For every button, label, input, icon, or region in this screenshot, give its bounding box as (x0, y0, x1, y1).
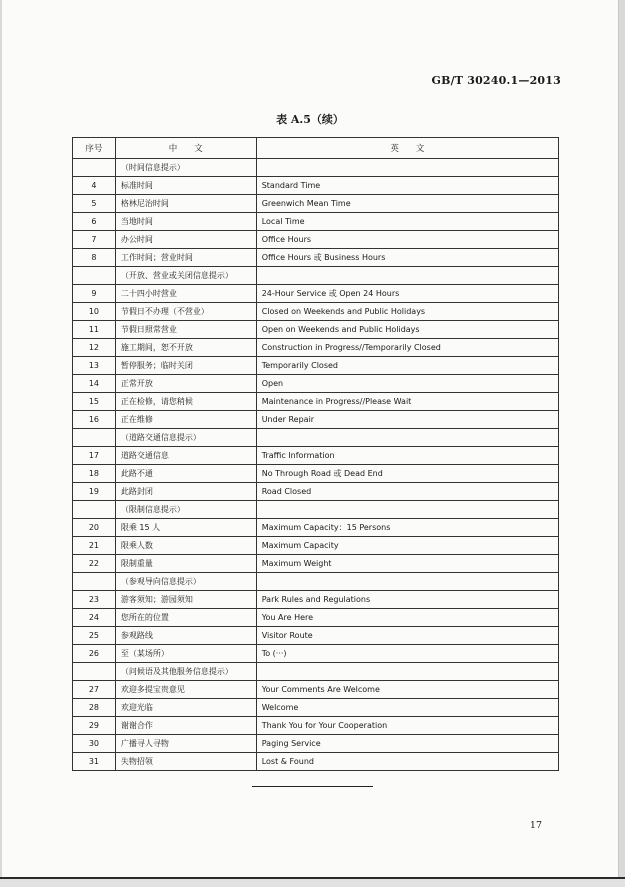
table-body (73, 159, 559, 771)
row-number: 10 (73, 303, 116, 321)
chinese-term: 您所在的位置 (115, 609, 256, 627)
english-term: Welcome (256, 699, 558, 717)
chinese-term: 失物招领 (115, 753, 256, 771)
column-header-chinese: 中 文 (115, 138, 256, 159)
table-row (73, 465, 559, 483)
table-row (73, 321, 559, 339)
category-label: （时间信息提示） (115, 159, 256, 177)
category-label: （问候语及其他服务信息提示） (115, 663, 256, 681)
category-row (73, 501, 559, 519)
english-term: Temporarily Closed (256, 357, 558, 375)
chinese-term: 正在检修，请您稍候 (115, 393, 256, 411)
chinese-term: 限乘 15 人 (115, 519, 256, 537)
english-term: To (···) (256, 645, 558, 663)
table-row (73, 357, 559, 375)
english-term: Paging Service (256, 735, 558, 753)
table-title: 表 A.5（续） (276, 113, 344, 126)
table-header-row (73, 138, 559, 159)
table-row (73, 645, 559, 663)
page-number: 17 (529, 820, 542, 831)
row-number: 30 (73, 735, 116, 753)
row-number: 6 (73, 213, 116, 231)
english-term: Open on Weekends and Public Holidays (256, 321, 558, 339)
english-cell (256, 573, 558, 591)
row-number: 29 (73, 717, 116, 735)
chinese-term: 限乘人数 (115, 537, 256, 555)
row-number-cell (73, 267, 116, 285)
chinese-term: 广播寻人寻物 (115, 735, 256, 753)
english-term: Open (256, 375, 558, 393)
english-cell (256, 501, 558, 519)
english-term: Your Comments Are Welcome (256, 681, 558, 699)
category-row (73, 267, 559, 285)
chinese-term: 参观路线 (115, 627, 256, 645)
chinese-term: 此路不通 (115, 465, 256, 483)
chinese-term: 欢迎光临 (115, 699, 256, 717)
row-number: 28 (73, 699, 116, 717)
english-term: You Are Here (256, 609, 558, 627)
chinese-term: 节假日照常营业 (115, 321, 256, 339)
row-number: 20 (73, 519, 116, 537)
row-number: 18 (73, 465, 116, 483)
chinese-term: 正常开放 (115, 375, 256, 393)
english-term: Closed on Weekends and Public Holidays (256, 303, 558, 321)
row-number: 13 (73, 357, 116, 375)
row-number: 26 (73, 645, 116, 663)
category-row (73, 573, 559, 591)
chinese-term: 道路交通信息 (115, 447, 256, 465)
chinese-term: 当地时间 (115, 213, 256, 231)
row-number: 14 (73, 375, 116, 393)
category-label: （道路交通信息提示） (115, 429, 256, 447)
row-number: 23 (73, 591, 116, 609)
category-label: （限制信息提示） (115, 501, 256, 519)
chinese-term: 限制重量 (115, 555, 256, 573)
chinese-term: 办公时间 (115, 231, 256, 249)
table-row (73, 447, 559, 465)
row-number: 24 (73, 609, 116, 627)
category-row (73, 663, 559, 681)
table-row (73, 609, 559, 627)
english-term: Maximum Capacity (256, 537, 558, 555)
row-number-cell (73, 663, 116, 681)
table-row (73, 213, 559, 231)
chinese-term: 工作时间；营业时间 (115, 249, 256, 267)
english-term: Traffic Information (256, 447, 558, 465)
table-row (73, 339, 559, 357)
row-number: 12 (73, 339, 116, 357)
column-header-english: 英 文 (256, 138, 558, 159)
row-number: 31 (73, 753, 116, 771)
table-row (73, 735, 559, 753)
chinese-term: 至（某场所） (115, 645, 256, 663)
row-number: 25 (73, 627, 116, 645)
chinese-term: 二十四小时营业 (115, 285, 256, 303)
row-number-cell (73, 573, 116, 591)
english-term: Road Closed (256, 483, 558, 501)
english-term: Under Repair (256, 411, 558, 429)
english-term: Maintenance in Progress//Please Wait (256, 393, 558, 411)
table-row (73, 555, 559, 573)
table-row (73, 393, 559, 411)
table-row (73, 483, 559, 501)
table-row (73, 519, 559, 537)
english-term: No Through Road 或 Dead End (256, 465, 558, 483)
chinese-term: 施工期间，恕不开放 (115, 339, 256, 357)
row-number: 27 (73, 681, 116, 699)
table-row (73, 753, 559, 771)
category-label: （参观导向信息提示） (115, 573, 256, 591)
chinese-term: 谢谢合作 (115, 717, 256, 735)
english-cell (256, 267, 558, 285)
english-term: Lost & Found (256, 753, 558, 771)
chinese-term: 标准时间 (115, 177, 256, 195)
category-row (73, 429, 559, 447)
row-number: 19 (73, 483, 116, 501)
row-number: 22 (73, 555, 116, 573)
table-row (73, 627, 559, 645)
table-row (73, 681, 559, 699)
english-term: Visitor Route (256, 627, 558, 645)
table-row (73, 537, 559, 555)
footer-divider (252, 786, 373, 787)
chinese-term: 暂停服务；临时关闭 (115, 357, 256, 375)
row-number: 4 (73, 177, 116, 195)
english-cell (256, 429, 558, 447)
table-row (73, 231, 559, 249)
row-number-cell (73, 429, 116, 447)
english-term: Construction in Progress//Temporarily Closed (256, 339, 558, 357)
table-row (73, 249, 559, 267)
row-number: 9 (73, 285, 116, 303)
chinese-term: 节假日不办理（不营业） (115, 303, 256, 321)
chinese-term: 此路封闭 (115, 483, 256, 501)
row-number: 17 (73, 447, 116, 465)
english-term: Maximum Weight (256, 555, 558, 573)
table-row (73, 717, 559, 735)
chinese-term: 欢迎多提宝贵意见 (115, 681, 256, 699)
row-number: 15 (73, 393, 116, 411)
english-term: Local Time (256, 213, 558, 231)
row-number-cell (73, 501, 116, 519)
row-number: 16 (73, 411, 116, 429)
document-page (2, 0, 619, 877)
english-term: 24-Hour Service 或 Open 24 Hours (256, 285, 558, 303)
table-row (73, 375, 559, 393)
column-header-number: 序号 (73, 138, 116, 159)
english-term: Greenwich Mean Time (256, 195, 558, 213)
table-row (73, 177, 559, 195)
row-number: 11 (73, 321, 116, 339)
table-row (73, 591, 559, 609)
category-row (73, 159, 559, 177)
row-number: 21 (73, 537, 116, 555)
english-term: Thank You for Your Cooperation (256, 717, 558, 735)
row-number: 7 (73, 231, 116, 249)
table-row (73, 699, 559, 717)
scan-bottom-edge (0, 877, 625, 887)
chinese-term: 格林尼治时间 (115, 195, 256, 213)
terms-table (72, 137, 559, 771)
english-term: Standard Time (256, 177, 558, 195)
standard-code: GB/T 30240.1—2013 (431, 74, 561, 87)
row-number: 5 (73, 195, 116, 213)
english-term: Office Hours (256, 231, 558, 249)
english-term: Office Hours 或 Business Hours (256, 249, 558, 267)
category-label: （开放、营业或关闭信息提示） (115, 267, 256, 285)
english-term: Maximum Capacity：15 Persons (256, 519, 558, 537)
english-cell (256, 159, 558, 177)
table-row (73, 285, 559, 303)
row-number-cell (73, 159, 116, 177)
english-term: Park Rules and Regulations (256, 591, 558, 609)
row-number: 8 (73, 249, 116, 267)
table-row (73, 411, 559, 429)
table-row (73, 195, 559, 213)
chinese-term: 游客须知；游园须知 (115, 591, 256, 609)
table-row (73, 303, 559, 321)
chinese-term: 正在维修 (115, 411, 256, 429)
english-cell (256, 663, 558, 681)
